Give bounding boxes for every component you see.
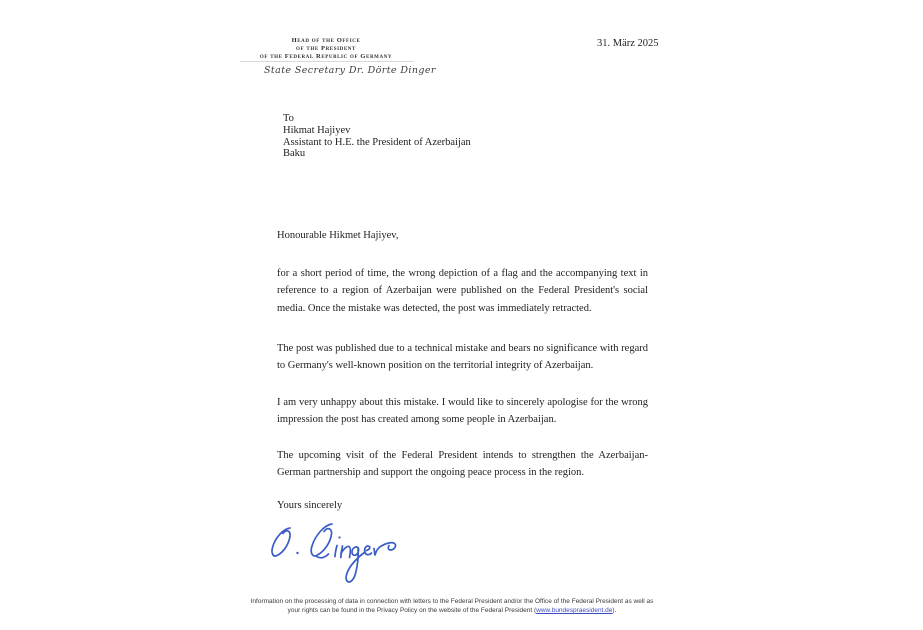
signature-stroke-i — [335, 546, 337, 557]
signature-stroke-r-flourish — [374, 543, 396, 555]
signature-stroke-e — [365, 546, 372, 555]
signature-svg — [262, 512, 402, 592]
letterhead-line-1: Head of the Office — [291, 37, 361, 44]
letterhead-line-3: of the Federal Republic of Germany — [259, 53, 393, 60]
recipient-line-title: Assistant to H.E. the President of Azerbaijan — [283, 136, 471, 148]
privacy-footer-text-after-link: ). — [612, 607, 617, 614]
signature-stroke-period — [296, 552, 298, 554]
privacy-footer — [212, 597, 692, 615]
letterhead — [238, 37, 414, 61]
recipient-line-to: To — [283, 113, 294, 124]
privacy-footer-line-2 — [212, 606, 692, 615]
recipient-line-name: Hikmat Hajiyev — [283, 124, 351, 136]
body-paragraph-4: The upcoming visit of the Federal President intends to strengthen the Azerbaijan-German partnership and support the ongoing peace process in the region. — [277, 450, 648, 479]
signature-stroke-n — [341, 546, 350, 558]
salutation: Honourable Hikmet Hajiyev, — [277, 230, 399, 241]
body-paragraph-2: The post was published due to a technical mistake and bears no significance with regard to Germany's well-known position on the territorial integrity of Azerbaijan. — [277, 343, 648, 372]
secretary-name: State Secretary Dr. Dörte Dinger — [264, 65, 436, 76]
letterhead-divider — [240, 61, 414, 62]
body-paragraph-3: I am very unhappy about this mistake. I would like to sincerely apologise for the wrong impression the post has created among some people in Azerbaijan. — [277, 397, 648, 426]
letterhead-line-2: of the President — [296, 45, 356, 52]
body-paragraph-1: for a short period of time, the wrong depiction of a flag and the accompanying text in reference to a region of Azerbaijan were published on the Federal President's social media. Once the mistake was detected, the post was immediately retracted. — [277, 268, 648, 314]
privacy-link[interactable]: www.bundespraesident.de — [536, 607, 613, 614]
recipient-line-city: Baku — [283, 148, 306, 160]
signature-stroke-i-dot — [338, 536, 340, 538]
privacy-footer-line-1: Information on the processing of data in connection with letters to the Federal President and/or the Office of the Federal President as well as — [250, 598, 654, 605]
letter-date: 31. März 2025 — [597, 38, 659, 49]
signature-stroke-d2 — [311, 524, 332, 558]
recipient-address — [283, 113, 471, 160]
signature-stroke-d1 — [272, 528, 290, 556]
closing: Yours sincerely — [277, 500, 343, 511]
privacy-footer-text-before-link: your rights can be found in the Privacy Policy on the website of the Federal President ( — [287, 607, 537, 614]
signature-stroke-g — [346, 547, 365, 582]
